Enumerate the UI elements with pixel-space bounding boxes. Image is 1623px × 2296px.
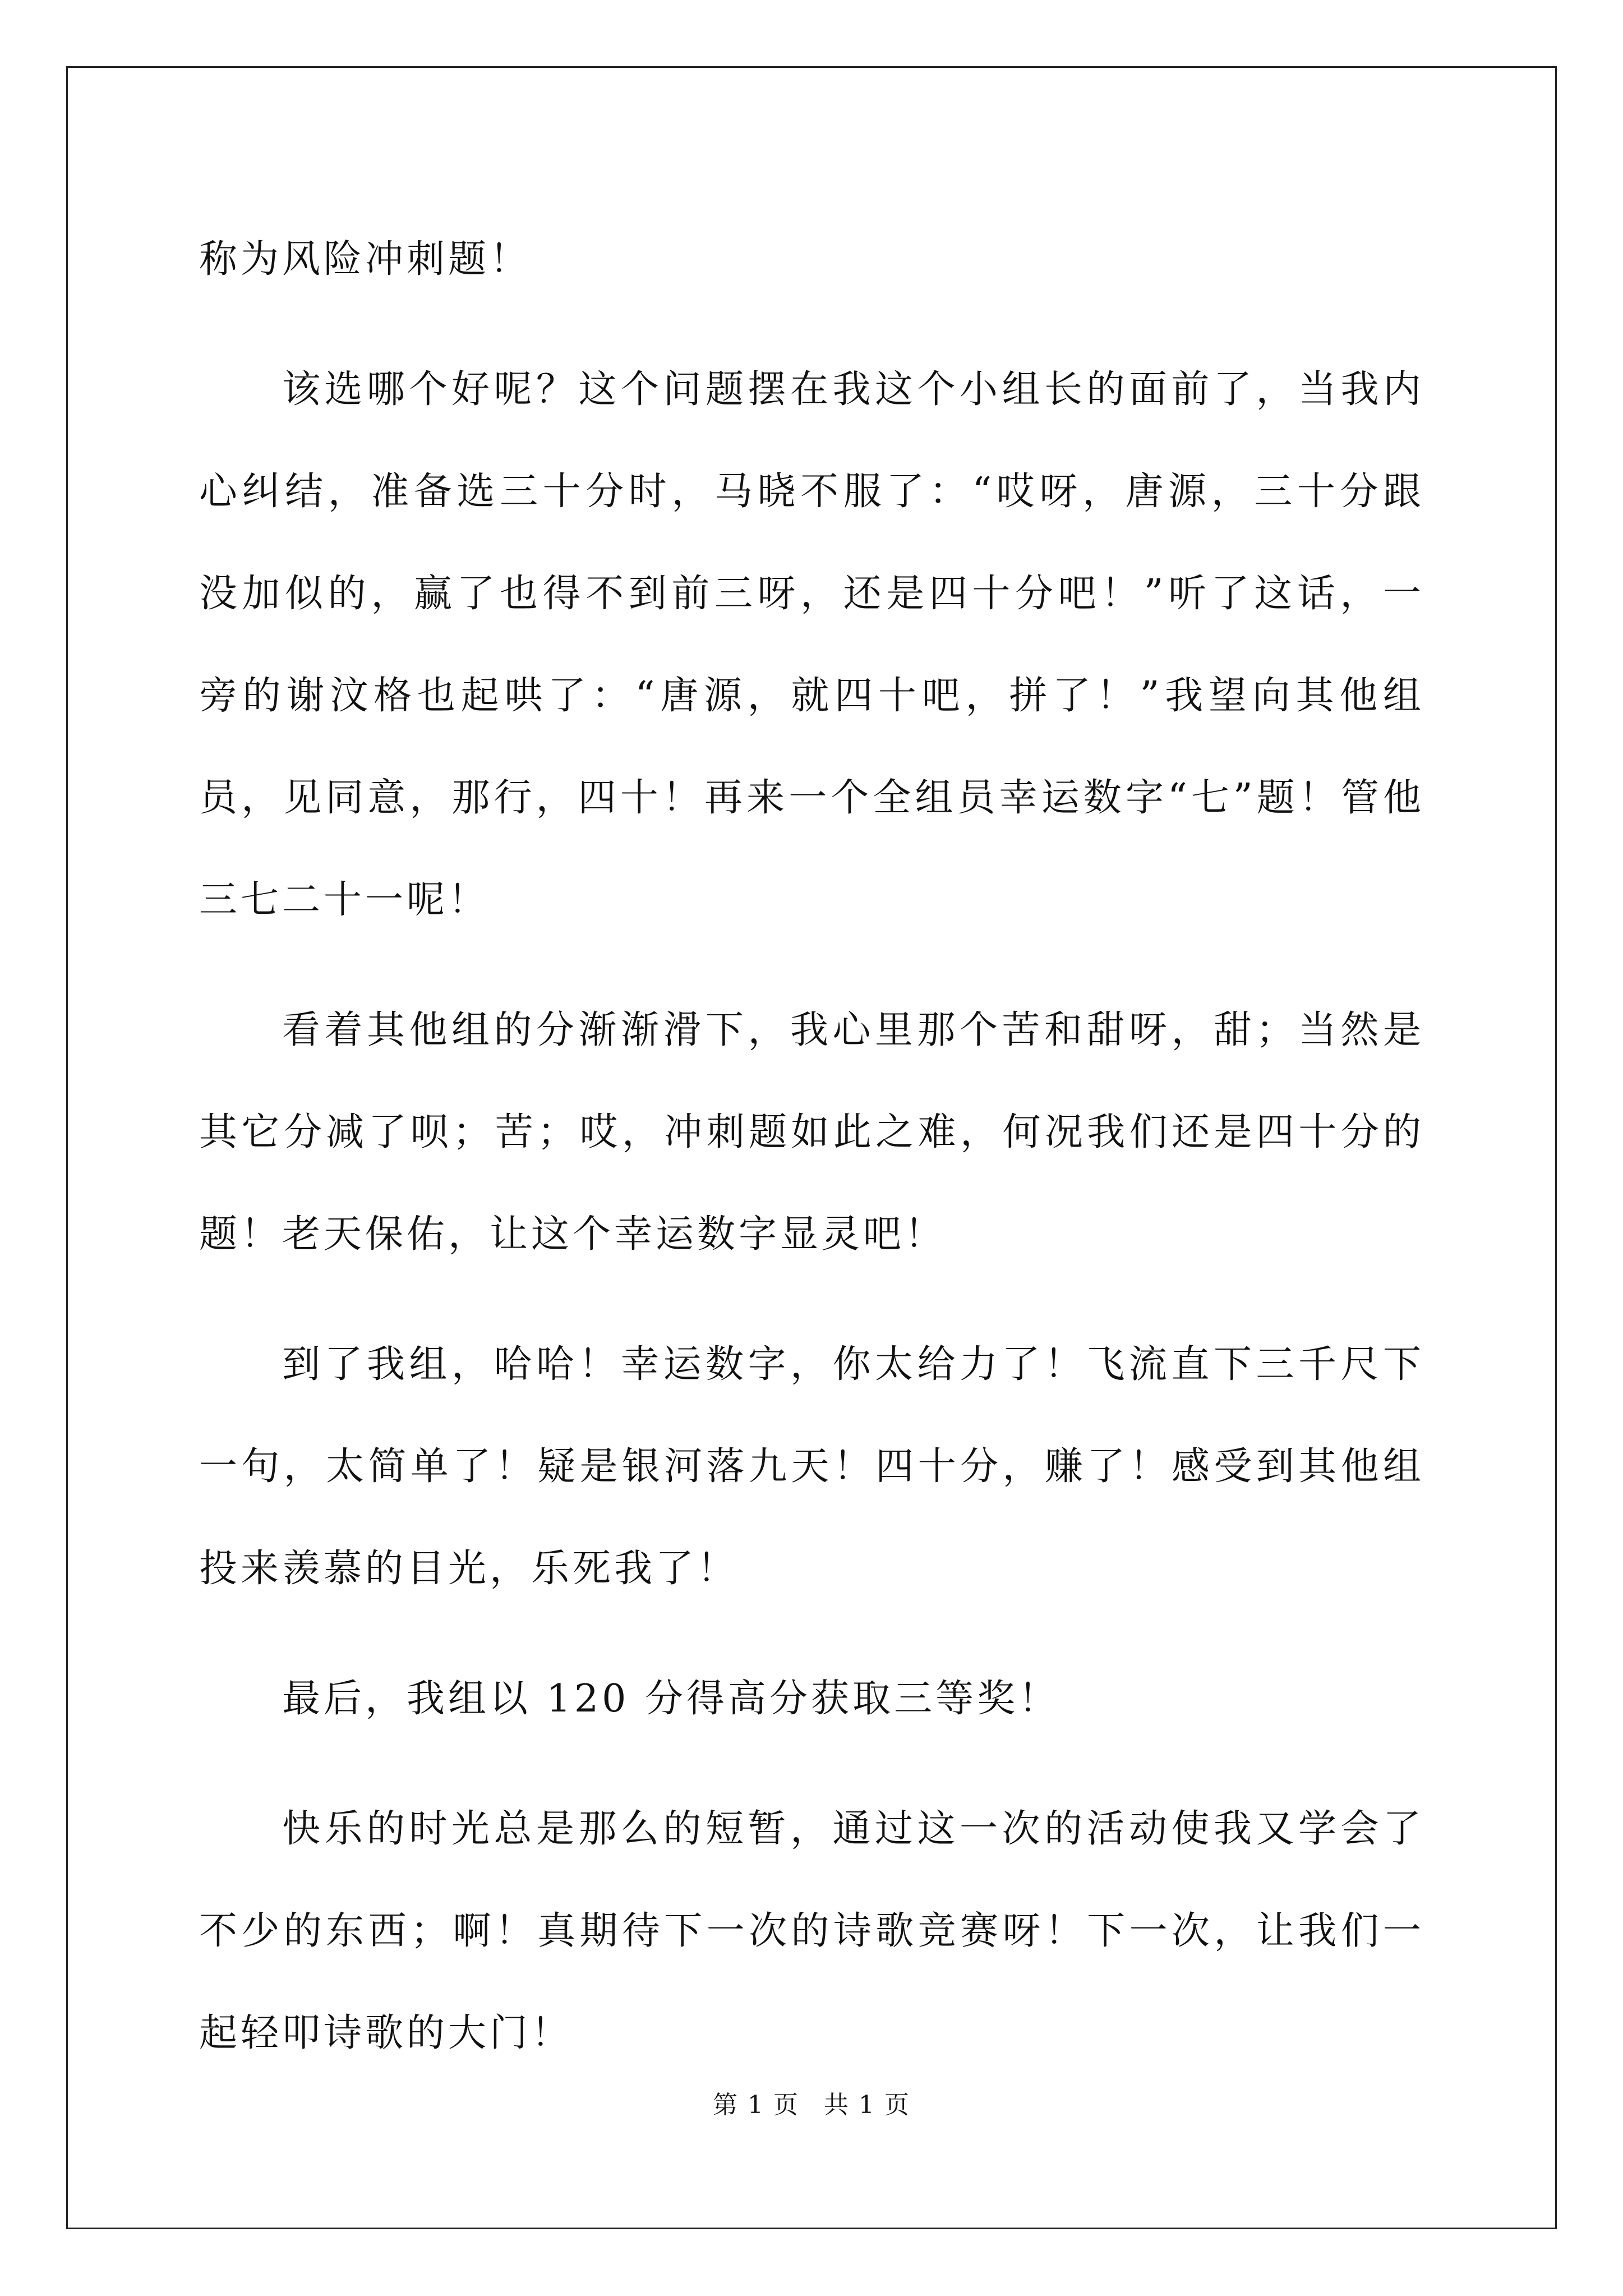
paragraph: 最后，我组以 120 分得高分获取三等奖！ bbox=[282, 1677, 1061, 1721]
document-body bbox=[199, 209, 1424, 2113]
paragraph: 该选哪个好呢？这个问题摆在我这个小组长的面前了，当我内心纠结，准备选三十分时，马晓不服了：“哎呀，唐源，三十分跟没加似的，赢了也得不到前三呀，还是四十分吧！”听了这话，一旁的谢汶格也起哄了：“唐源，就四十吧，拼了！”我望向其他组员，见同意，那行，四十！再来一个全组员幸运数字“七”题！管他三七二十一呢！ bbox=[199, 367, 1424, 922]
paragraph: 看着其他组的分渐渐滑下，我心里那个苦和甜呀，甜；当然是其它分减了呗；苦；哎，冲刺题如此之难，何况我们还是四十分的题！老天保佑，让这个幸运数字显灵吧！ bbox=[199, 1008, 1424, 1257]
page-number: 第 1 页 bbox=[713, 2091, 799, 2119]
paragraph: 快乐的时光总是那么的短暂，通过这一次的活动使我又学会了不少的东西；啊！真期待下一次的诗歌竞赛呀！下一次，让我们一起轻叩诗歌的大门！ bbox=[199, 1807, 1424, 2055]
paragraph: 称为风险冲刺题！ bbox=[199, 237, 532, 282]
page-footer bbox=[0, 2088, 1623, 2122]
paragraph: 到了我组，哈哈！幸运数字，你太给力了！飞流直下三千尺下一句，太简单了！疑是银河落九天！四十分，赚了！感受到其他组投来羡慕的目光，乐死我了！ bbox=[199, 1342, 1424, 1591]
page-total: 共 1 页 bbox=[824, 2091, 910, 2119]
